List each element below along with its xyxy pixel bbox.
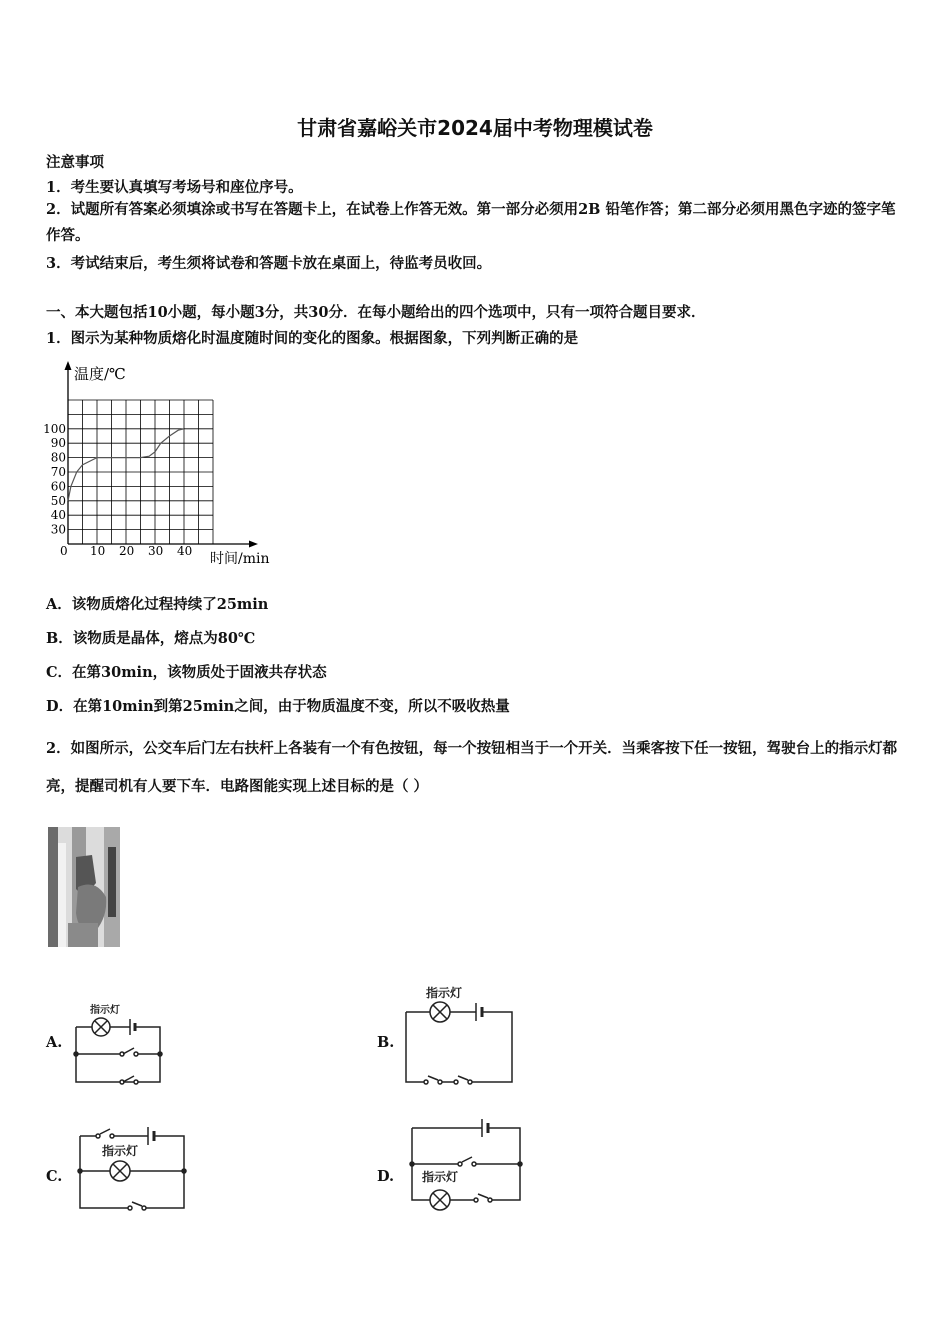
x-axis-label: 时间/min [210,551,270,567]
q2-option-c[interactable]: C. [46,1168,63,1185]
y-tick-label: 100 [43,421,66,436]
switch-icon [458,1076,468,1080]
switch-icon [123,1076,134,1082]
chart-grid [68,400,213,544]
lamp-label-b: 指示灯 [426,986,463,1000]
circuit-a[interactable] [70,1000,170,1090]
y-tick-label: 90 [50,436,66,451]
y-tick-label: 50 [50,493,66,508]
switch-icon [132,1202,142,1206]
x-tick-label: 20 [119,544,135,558]
notice-item-2: 2．试题所有答案必须填涂或书写在答题卡上，在试卷上作答无效。第一部分必须用2B 铅笔作答；第二部分必须用黑色字迹的签字笔作答。 [46,201,896,244]
lamp-label-a: 指示灯 [90,1005,120,1016]
page-title: 甘肃省嘉峪关市2024届中考物理模试卷 [297,116,653,140]
y-tick-label: 70 [50,465,66,479]
lamp-icon [92,1018,110,1036]
bus-handrail-photo [48,827,120,947]
circuit-b[interactable] [400,984,520,1086]
switch-icon [462,1157,472,1162]
y-axis-label: 温度/℃ [74,365,126,383]
y-tick-label: 40 [50,508,66,523]
lamp-icon [110,1161,130,1181]
notice-heading: 注意事项 [46,154,104,171]
circuit-d[interactable] [406,1118,526,1214]
lamp-label-c: 指示灯 [102,1144,139,1158]
x-axis-arrow [249,541,258,548]
melting-graph [40,358,290,573]
q2-option-b[interactable]: B. [377,1034,395,1051]
y-tick-label: 80 [50,450,66,465]
y-tick-label: 60 [50,479,66,494]
switch-icon [428,1076,438,1080]
q1-option-b[interactable]: B．该物质是晶体，熔点为80℃ [46,630,256,647]
notice-item-1: 1．考生要认真填写考场号和座位序号。 [46,179,303,196]
circuit-c[interactable] [74,1126,194,1216]
x-tick-label: 10 [90,544,106,558]
lamp-label-d: 指示灯 [422,1170,459,1184]
x-tick-label: 30 [148,544,164,558]
lamp-icon [430,1190,450,1210]
section-1-instructions: 一、本大题包括10小题，每小题3分，共30分．在每小题给出的四个选项中，只有一项符合题目要求． [46,304,706,321]
q1-option-d[interactable]: D．在第10min到第25min之间，由于物质温度不变，所以不吸收热量 [46,698,510,715]
y-axis-arrow [65,361,72,370]
x-tick-label: 40 [177,544,193,558]
y-tick-label: 30 [50,522,66,537]
switch-icon [123,1048,134,1054]
q1-option-a[interactable]: A．该物质熔化过程持续了25min [46,596,269,613]
lamp-icon [430,1002,450,1022]
notice-item-3: 3．考试结束后，考生须将试卷和答题卡放在桌面上，待监考员收回。 [46,255,492,272]
q1-option-c[interactable]: C．在第30min，该物质处于固液共存状态 [46,664,327,681]
switch-icon [478,1194,488,1198]
q2-option-d[interactable]: D. [377,1168,395,1185]
question-2-stem: 2．如图所示，公交车后门左右扶杆上各装有一个有色按钮，每一个按钮相当于一个开关．当乘客按下任一按钮，驾驶台上的指示灯都亮，提醒司机有人要下车．电路图能实现上述目标的是（ ） [46,740,898,795]
question-1-stem: 1．图示为某种物质熔化时温度随时间的变化的图象。根据图象，下列判断正确的是 [46,330,579,347]
x-tick-label: 0 [60,544,68,558]
switch-icon [100,1129,110,1134]
q2-option-a[interactable]: A. [46,1034,63,1051]
